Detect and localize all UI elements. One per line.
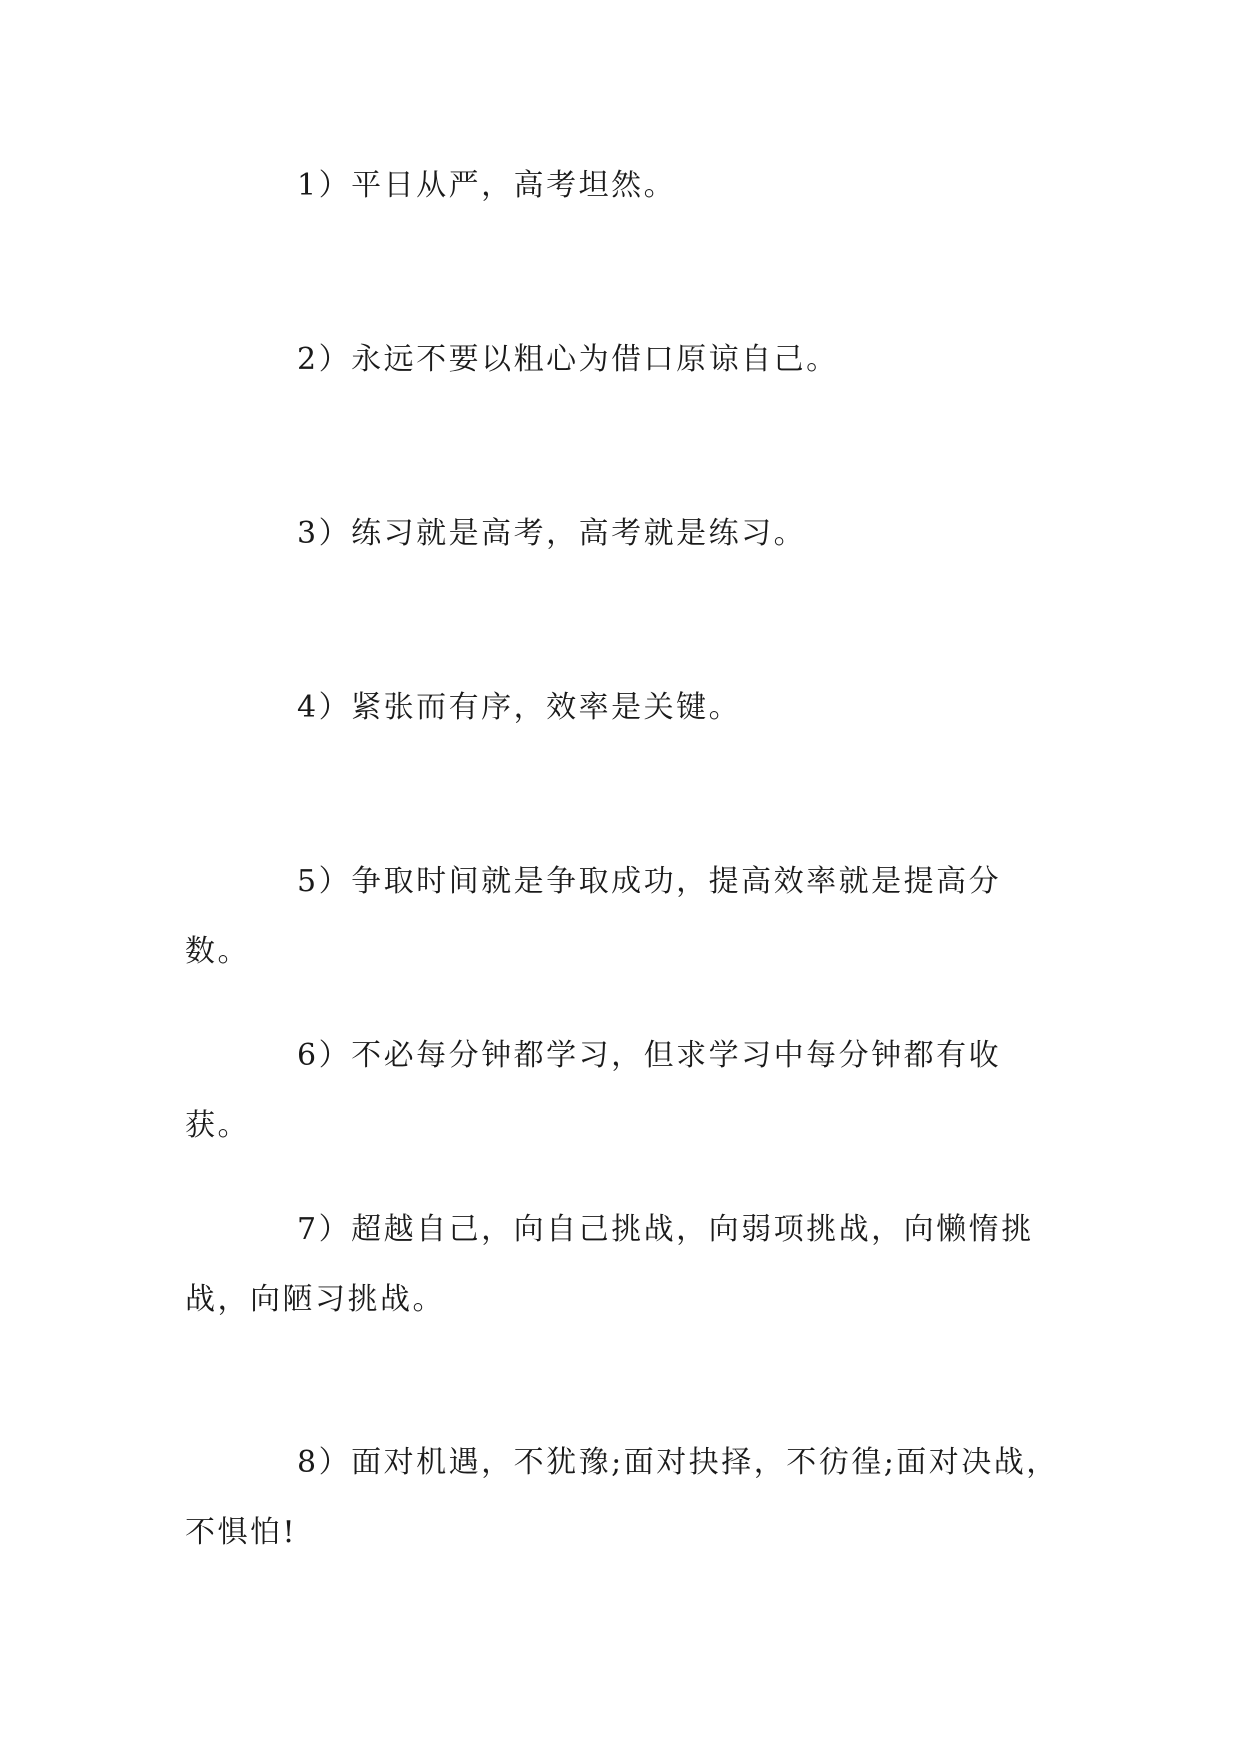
list-item: 4）紧张而有序，效率是关键。	[297, 690, 742, 725]
list-item: 3）练习就是高考，高考就是练习。	[297, 516, 807, 551]
list-item: 5）争取时间就是争取成功，提高效率就是提高分数。	[185, 864, 1002, 969]
list-item: 2）永远不要以粗心为借口原谅自己。	[297, 342, 839, 377]
list-item: 7）超越自己，向自己挑战，向弱项挑战，向懒惰挑战，向陋习挑战。	[185, 1212, 1034, 1317]
list-item: 8）面对机遇，不犹豫;面对抉择，不彷徨;面对决战，不惧怕!	[185, 1445, 1059, 1550]
list-item: 1）平日从严，高考坦然。	[297, 168, 677, 203]
list-item: 6）不必每分钟都学习，但求学习中每分钟都有收获。	[185, 1038, 1002, 1143]
